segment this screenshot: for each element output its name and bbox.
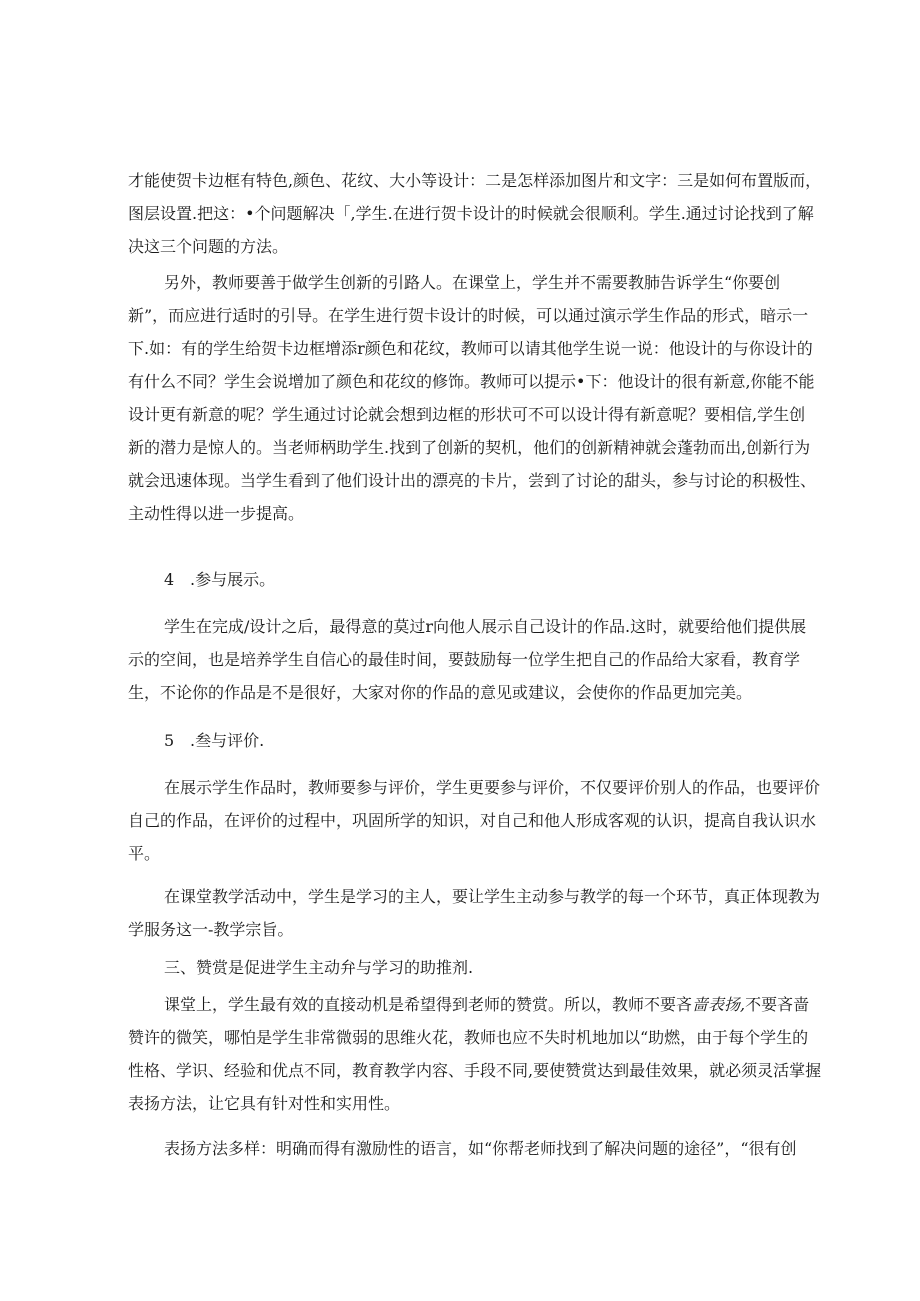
text-line: 就会迅速体现。当学生看到了他们设计出的漂亮的卡片，尝到了讨论的甜头，参与讨论的积极性、 (128, 471, 817, 490)
heading-number: 4 (164, 570, 175, 589)
italic-text-run: 啬表扬, (692, 995, 746, 1014)
text-line: 有什么不同？学生会说增加了颜色和花纹的修饰。教师可以提示•下：他设计的很有新意,你能不能 (128, 372, 815, 391)
text-line (128, 988, 810, 1021)
text-line: 平。 (128, 844, 161, 863)
paragraph-showcase (128, 610, 807, 709)
heading-text: 三、赞赏是促进学生主动弁与学习的助推剂. (164, 958, 474, 977)
text-line: 新的潜力是惊人的。当老师柄助学生.找到了创新的契机，他们的创新精神就会蓬勃而出,创新行为 (128, 438, 811, 457)
paragraph-card-design-issues (128, 164, 822, 263)
text-line: 决这三个问题的方法。 (128, 237, 289, 256)
section-heading-5 (164, 724, 264, 757)
paragraph-innovation-guide (128, 266, 817, 530)
text-line: 新”，而应进行适时的引导。在学生进行贺卡设计的时候，可以通过演示学生作品的形式，暗示一 (128, 306, 809, 325)
text-line: 学服务这一-教学宗旨。 (128, 920, 294, 939)
text-line: 设计更有新意的呢？学生通过讨论就会想到边框的形状可不可以设计得有新意呢？要相信,学生创 (128, 405, 806, 424)
text-line: 在展示学生作品时，教师要参与评价，学生更要参与评价，不仅要评价别人的作品，也要评价 (164, 778, 821, 797)
text-line: 生，不论你的作品是不是很好，大家对你的作品的意见或建议，会使你的作品更加完美。 (128, 683, 753, 702)
text-line: 图层设置.把这：•个问题解决「,学生.在进行贺卡设计的时候就会很顺利。学生.通过讨论找到了解 (128, 204, 814, 223)
text-line: 在课堂教学活动中，学生是学习的主人，要让学生主动参与教学的每一个环节，真正体现教为 (164, 887, 821, 906)
paragraph-praise (128, 988, 822, 1120)
section-heading-3 (164, 951, 473, 984)
text-line: 下.如：有的学生给贺卡边框增添r颜色和花纹，教师可以请其他学生说一说：他设计的与你设计的 (128, 339, 813, 358)
text-run: 不要吝啬 (745, 995, 810, 1014)
section-heading-4 (164, 563, 275, 596)
text-line: 赞许的微笑，哪怕是学生非常微弱的思维火花，教师也应不失时机地加以“助燃，由于每个学生的 (128, 1028, 809, 1047)
text-line: 学生在完成/设计之后，最得意的莫过r向他人展示自己设计的作品.这时，就要给他们提供展 (164, 617, 807, 636)
text-run: 课堂上，学生最有效的直接动机是希望得到老师的赞赏。所以，教师不要吝 (164, 995, 693, 1014)
paragraph-evaluation (128, 771, 821, 870)
text-line: 才能使贺卡边框有特色,颜色、花纹、大小等设计：二是怎样添加图片和文字：三是如何布置版而， (128, 171, 822, 190)
heading-text: .叁与评价. (190, 731, 265, 750)
text-line: 示的空间，也是培养学生自信心的最佳时间，要鼓励每一位学生把自己的作品给大家看，教育学 (128, 650, 801, 669)
text-line: 自己的作品，在评价的过程中，巩固所学的知识，对自己和他人形成客观的认识，提高自我认识水 (128, 811, 817, 830)
heading-text: .参与展示。 (190, 570, 276, 589)
text-line: 主动性得以进一步提高。 (128, 504, 305, 523)
text-line: 表扬方法，让它具有针对性和实用性。 (128, 1094, 401, 1113)
text-line: 表扬方法多样：明确而得有激励性的语言，如“你帮老师找到了解决问题的途径”，“很有创 (164, 1139, 797, 1158)
paragraph-praise-methods (128, 1132, 800, 1165)
paragraph-classroom-activity (128, 880, 821, 946)
text-line: 另外，教师要善于做学生创新的引路人。在课堂上，学生并不需要教肺告诉学生“你要创 (164, 273, 781, 292)
text-line: 性格、学识、经验和优点不同，教育教学内容、手段不同,要使赞赏达到最佳效果，就必须灵活掌握 (128, 1061, 822, 1080)
heading-number: 5 (164, 731, 175, 750)
